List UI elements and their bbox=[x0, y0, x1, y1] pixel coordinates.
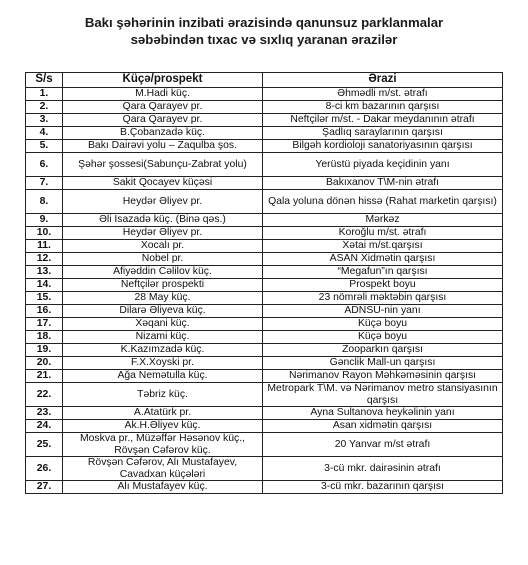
row-area: Küçə boyu bbox=[263, 318, 503, 331]
table-row bbox=[26, 101, 503, 114]
header-area: Ərazi bbox=[263, 73, 503, 88]
row-number: 21. bbox=[26, 370, 63, 383]
table-row bbox=[26, 127, 503, 140]
row-street: Alı Mustafayev küç. bbox=[63, 481, 263, 494]
row-number: 10. bbox=[26, 227, 63, 240]
row-area: 23 nömrəli məktəbin qarşısı bbox=[263, 292, 503, 305]
table-body bbox=[26, 88, 503, 494]
parking-areas-table bbox=[25, 72, 503, 494]
row-area: Mərkəz bbox=[263, 214, 503, 227]
document-title bbox=[0, 14, 528, 48]
row-area: 3-cü mkr. dairəsinin ətrafı bbox=[263, 457, 503, 481]
table-row bbox=[26, 279, 503, 292]
table-row bbox=[26, 481, 503, 494]
row-street: M.Hadi küç. bbox=[63, 88, 263, 101]
row-street: Moskva pr., Müzəffər Həsənov küç., Rövşən Cəfərov küç. bbox=[63, 433, 263, 457]
row-number: 27. bbox=[26, 481, 63, 494]
row-number: 13. bbox=[26, 266, 63, 279]
row-area: Şadlıq saraylarının qarşısı bbox=[263, 127, 503, 140]
row-street: Bakı Dairəvi yolu – Zaqulba şos. bbox=[63, 140, 263, 153]
row-number: 7. bbox=[26, 177, 63, 190]
row-street: Xocalı pr. bbox=[63, 240, 263, 253]
row-number: 14. bbox=[26, 279, 63, 292]
row-number: 3. bbox=[26, 114, 63, 127]
row-number: 9. bbox=[26, 214, 63, 227]
table-row bbox=[26, 153, 503, 177]
row-street: K.Kazımzadə küç. bbox=[63, 344, 263, 357]
row-street: F.X.Xoyski pr. bbox=[63, 357, 263, 370]
table-row bbox=[26, 305, 503, 318]
row-number: 15. bbox=[26, 292, 63, 305]
row-street: Sakit Qocayev küçəsi bbox=[63, 177, 263, 190]
table-row bbox=[26, 266, 503, 279]
table-row bbox=[26, 331, 503, 344]
row-area: ADNSU-nin yanı bbox=[263, 305, 503, 318]
row-street: A.Atatürk pr. bbox=[63, 407, 263, 420]
table-row bbox=[26, 88, 503, 101]
row-number: 18. bbox=[26, 331, 63, 344]
table-row bbox=[26, 114, 503, 127]
row-street: Nizami küç. bbox=[63, 331, 263, 344]
table-row bbox=[26, 433, 503, 457]
row-street: Nobel pr. bbox=[63, 253, 263, 266]
table-row bbox=[26, 253, 503, 266]
table-row bbox=[26, 370, 503, 383]
row-area: Xətai m/st.qarşısı bbox=[263, 240, 503, 253]
row-area: Bilgəh kordioloji sanatoriyasının qarşısı bbox=[263, 140, 503, 153]
row-area: 3-cü mkr. bazarının qarşısı bbox=[263, 481, 503, 494]
row-street: B.Çobanzadə küç. bbox=[63, 127, 263, 140]
row-area: 8-ci km bazarının qarşısı bbox=[263, 101, 503, 114]
row-area: Qala yoluna dönən hissə (Rahat marketin qarşısı) bbox=[263, 190, 503, 214]
row-area: Ayna Sultanova heykəlinin yanı bbox=[263, 407, 503, 420]
row-number: 22. bbox=[26, 383, 63, 407]
row-area: Bakıxanov T\M-nin ətrafı bbox=[263, 177, 503, 190]
table-row bbox=[26, 420, 503, 433]
table-row bbox=[26, 227, 503, 240]
table-row bbox=[26, 177, 503, 190]
row-number: 17. bbox=[26, 318, 63, 331]
row-street: Təbriz küç. bbox=[63, 383, 263, 407]
row-area: Gənclik Mall-un qarşısı bbox=[263, 357, 503, 370]
table-row bbox=[26, 407, 503, 420]
table-row bbox=[26, 140, 503, 153]
title-line-2: səbəbindən tıxac və sıxlıq yaranan ərazilər bbox=[130, 32, 398, 47]
row-number: 20. bbox=[26, 357, 63, 370]
row-street: Heydər Əliyev pr. bbox=[63, 190, 263, 214]
table-row bbox=[26, 457, 503, 481]
row-street: Ağa Nemətulla küç. bbox=[63, 370, 263, 383]
row-area: Küçə boyu bbox=[263, 331, 503, 344]
row-number: 24. bbox=[26, 420, 63, 433]
table-row bbox=[26, 344, 503, 357]
row-street: Rövşən Cəfərov, Alı Mustafayev, Cavadxan küçələri bbox=[63, 457, 263, 481]
row-number: 6. bbox=[26, 153, 63, 177]
row-street: Qara Qarayev pr. bbox=[63, 114, 263, 127]
parking-areas-table-wrap bbox=[25, 72, 502, 494]
row-area: Yerüstü piyada keçidinin yanı bbox=[263, 153, 503, 177]
row-area: Əhmədli m/st. ətrafı bbox=[263, 88, 503, 101]
row-number: 25. bbox=[26, 433, 63, 457]
row-area: Prospekt boyu bbox=[263, 279, 503, 292]
row-area: ASAN Xidmətin qarşısı bbox=[263, 253, 503, 266]
row-street: Afiyəddin Cəlilov küç. bbox=[63, 266, 263, 279]
table-row bbox=[26, 214, 503, 227]
table-row bbox=[26, 357, 503, 370]
row-area: “Megafun”ın qarşısı bbox=[263, 266, 503, 279]
row-number: 4. bbox=[26, 127, 63, 140]
table-row bbox=[26, 292, 503, 305]
row-number: 2. bbox=[26, 101, 63, 114]
header-number: S/s bbox=[26, 73, 63, 88]
row-street: Ak.H.Əliyev küç. bbox=[63, 420, 263, 433]
row-street: Qara Qarayev pr. bbox=[63, 101, 263, 114]
row-area: 20 Yanvar m/st ətrafı bbox=[263, 433, 503, 457]
row-area: Koroğlu m/st. ətrafı bbox=[263, 227, 503, 240]
row-area: Neftçilər m/st. - Dakar meydanının ətrafı bbox=[263, 114, 503, 127]
table-header-row bbox=[26, 73, 503, 88]
row-street: Neftçilər prospekti bbox=[63, 279, 263, 292]
row-area: Nərimanov Rayon Məhkəməsinin qarşısı bbox=[263, 370, 503, 383]
row-street: Dilarə Əliyeva küç. bbox=[63, 305, 263, 318]
row-number: 16. bbox=[26, 305, 63, 318]
row-number: 19. bbox=[26, 344, 63, 357]
row-street: Xəqani küç. bbox=[63, 318, 263, 331]
row-area: Zooparkın qarşısı bbox=[263, 344, 503, 357]
row-street: Şəhər şossesi(Sabunçu-Zabrat yolu) bbox=[63, 153, 263, 177]
row-area: Metropark T\M. və Nərimanov metro stansiyasının qarşısı bbox=[263, 383, 503, 407]
table-row bbox=[26, 318, 503, 331]
row-number: 26. bbox=[26, 457, 63, 481]
row-number: 5. bbox=[26, 140, 63, 153]
row-street: 28 May küç. bbox=[63, 292, 263, 305]
row-street: Heydər Əliyev pr. bbox=[63, 227, 263, 240]
row-area: Asan xidmətin qarşısı bbox=[263, 420, 503, 433]
title-line-1: Bakı şəhərinin inzibati ərazisində qanunsuz parklanmalar bbox=[84, 15, 444, 30]
row-street: Əli İsazadə küç. (Binə qəs.) bbox=[63, 214, 263, 227]
row-number: 12. bbox=[26, 253, 63, 266]
row-number: 11. bbox=[26, 240, 63, 253]
header-street: Küçə/prospekt bbox=[63, 73, 263, 88]
row-number: 1. bbox=[26, 88, 63, 101]
table-row bbox=[26, 240, 503, 253]
table-row bbox=[26, 383, 503, 407]
table-row bbox=[26, 190, 503, 214]
row-number: 8. bbox=[26, 190, 63, 214]
row-number: 23. bbox=[26, 407, 63, 420]
